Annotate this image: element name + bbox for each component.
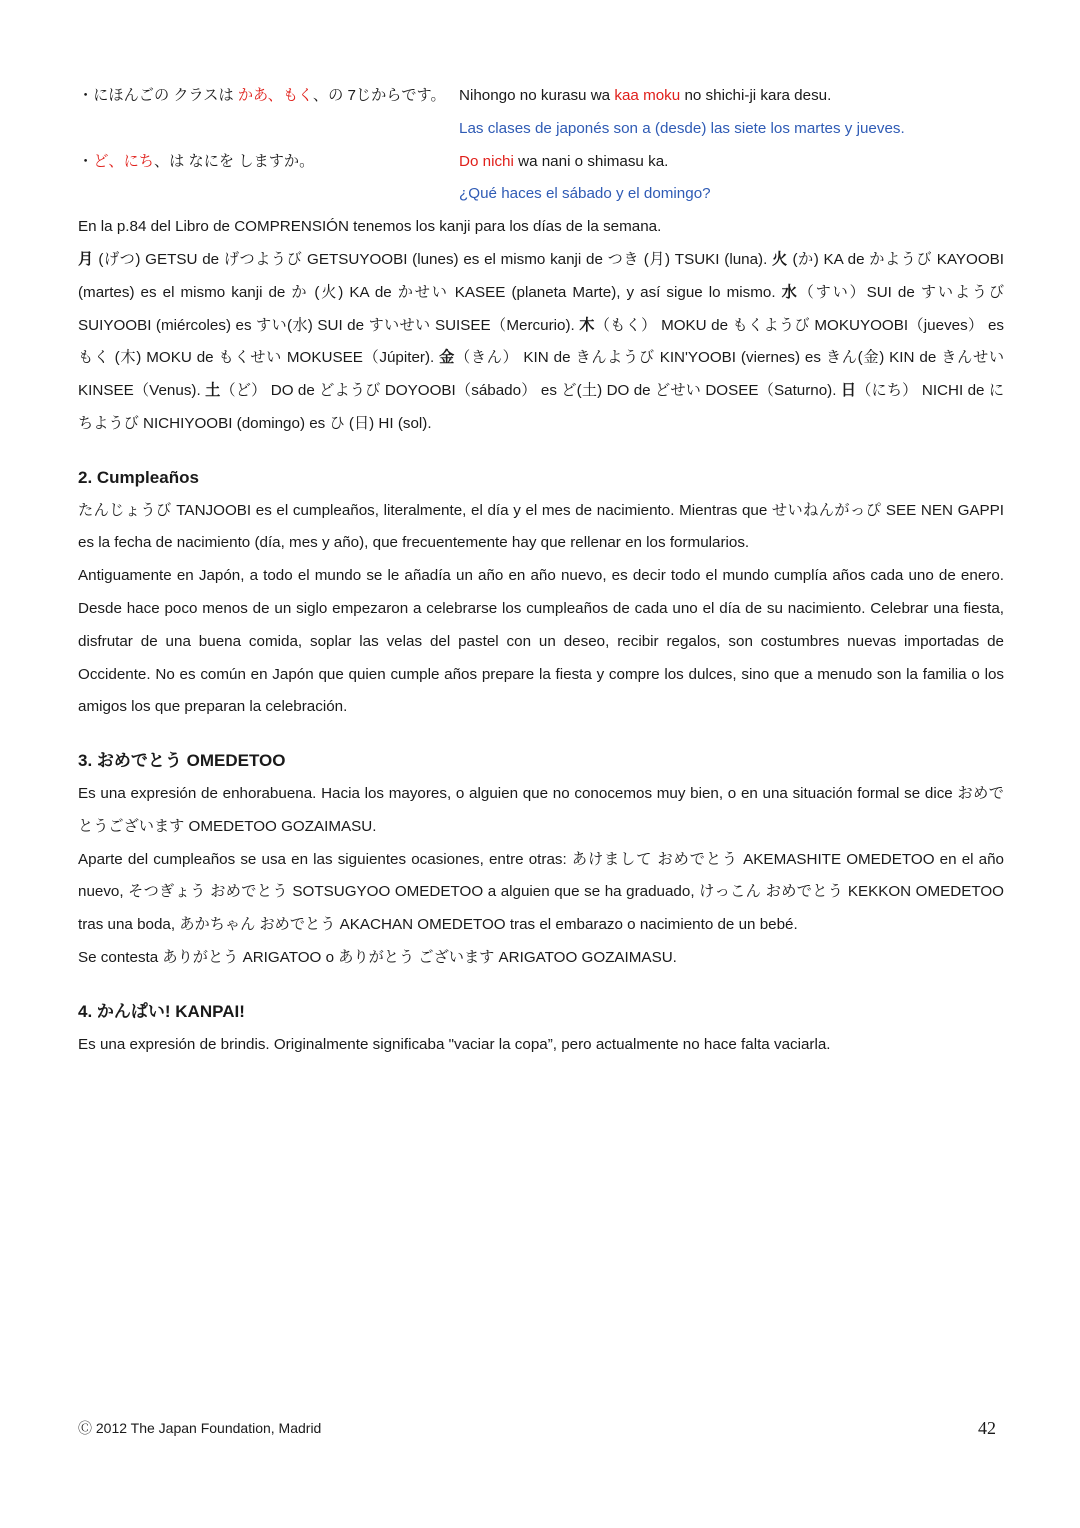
jp-text: 、の 7じからです。 [312, 87, 446, 104]
romaji-highlight: kaa moku [614, 87, 681, 104]
jp-highlight: ど、にち [93, 152, 154, 170]
jp-text: ・ [78, 152, 94, 170]
section-heading-kanpai: 4. かんぱい! KANPAI! [78, 1001, 245, 1021]
kanji-kin: 金 [439, 349, 456, 367]
kanji-text: （きん） KIN de きんようび KIN'YOOBI (viernes) es きん(金) KIN de きんせい KINSEE（Venus). [78, 349, 1005, 400]
kanji-text: (か) KA de かようび KAYOOBI (martes) es el mismo kanji de か (火) KA de かせい KASEE (planeta Marte), y así sigue lo mismo. [78, 250, 1005, 301]
kanji-text: （もく） MOKU de もくようび MOKUYOOBI（jueves） es もく (木) MOKU de もくせい MOKUSEE（Júpiter). [78, 316, 1004, 367]
kanji-sui: 水 [781, 283, 799, 301]
jp-text: 、は なにを しますか。 [153, 152, 315, 170]
kanji-moku: 木 [579, 316, 595, 334]
section4-paragraph-1: Es una expresión de brindis. Originalmente significaba "vaciar la copa”, pero actualmente no hace falta vaciarla. [78, 1035, 831, 1053]
example-translation-1: Las clases de japonés son a (desde) las siete los martes y jueves. [459, 119, 905, 137]
romaji-text: Nihongo no kurasu wa [459, 87, 615, 104]
example-translation-row-1 [78, 113, 1004, 146]
example-romaji-1 [459, 80, 1004, 113]
kanji-text: （にち） NICHI de にちようび NICHIYOOBI (domingo) es ひ (日) HI (sol). [78, 382, 1005, 432]
section3-paragraph-2: Aparte del cumpleaños se usa en las siguientes ocasiones, entre otras: あけまして おめでとう AKEMASHITE OMEDETOO en el año nuevo, そつぎょう おめでとう SOTSUGYOO OMEDETOO a alguien que se ha graduado, けっこん おめでとう KEKKON OMEDETOO tras una boda, あかちゃん おめでとう AKACHAN OMEDETOO tras el embarazo o nacimiento de un bebé. [78, 850, 1004, 934]
section3-paragraph-1: Es una expresión de enhorabuena. Hacia los mayores, o alguien que no conocemos muy bien, o en una situación formal se dice おめでとうございます OMEDETOO GOZAIMASU. [78, 784, 1004, 835]
section2-paragraph-1: たんじょうび TANJOOBI es el cumpleaños, literalmente, el día y el mes de nacimiento. Mientras que せいねんがっぴ SEE NEN GAPPI es la fecha de nacimiento (día, mes y año), que frecuentemente hay que rellenar en los formularios. [78, 501, 1004, 552]
romaji-text: wa nani o shimasu ka. [513, 152, 669, 170]
romaji-text: no shichi-ji kara desu. [680, 87, 832, 104]
page-number: 42 [978, 1418, 996, 1438]
page-content [78, 80, 1004, 1061]
kanji-getsu: 月 [78, 250, 94, 268]
example-jp-1 [78, 80, 459, 113]
romaji-highlight: Do nichi [459, 152, 514, 170]
kanji-nichi: 日 [840, 382, 857, 400]
intro-paragraph: En la p.84 del Libro de COMPRENSIÓN tenemos los kanji para los días de la semana. [78, 218, 662, 236]
jp-highlight: かあ、もく [237, 87, 313, 104]
example-translation-row-2 [78, 178, 1004, 211]
section-heading-cumpleanos: 2. Cumpleaños [78, 467, 199, 487]
example-jp-2 [78, 146, 459, 179]
kanji-paragraph [78, 244, 1004, 441]
example-row-1 [78, 80, 1004, 113]
section3-paragraph-3: Se contesta ありがとう ARIGATOO o ありがとう ございます ARIGATOO GOZAIMASU. [78, 948, 677, 966]
example-translation-2: ¿Qué haces el sábado y el domingo? [459, 185, 711, 203]
section-heading-omedetoo: 3. おめでとう OMEDETOO [78, 751, 286, 771]
kanji-ka: 火 [772, 250, 788, 268]
section2-paragraph-2: Antiguamente en Japón, a todo el mundo se le añadía un año en año nuevo, es decir todo el mundo cumplía años cada uno de enero. Desde hace poco menos de un siglo empezaron a celebrarse los cumpleaños de cada uno el día de su nacimiento. Celebrar una fiesta, disfrutar de una buena comida, soplar las velas del pastel con un deseo, recibir regalos, son costumbres nuevas importadas de Occidente. No es común en Japón que quien cumple años prepare la fiesta y compre los dulces, sino que a menudo son la familia o los amigos los que preparan la celebración. [78, 567, 1004, 716]
kanji-text: （すい）SUI de すいようび SUIYOOBI (miércoles) es すい(水) SUI de すいせい SUISEE（Mercurio). [78, 283, 1005, 334]
kanji-text: (げつ) GETSU de げつようび GETSUYOOBI (lunes) es el mismo kanji de つき (月) TSUKI (luna). [93, 250, 773, 268]
kanji-text: （ど） DO de どようび DOYOOBI（sábado） es ど(土) DO de どせい DOSEE（Saturno). [220, 382, 841, 400]
footer-copyright: Ⓒ 2012 The Japan Foundation, Madrid [78, 1420, 322, 1436]
jp-text: ・にほんごの クラスは [78, 87, 238, 104]
kanji-do: 土 [205, 382, 221, 400]
example-romaji-2 [459, 146, 1004, 179]
example-row-2 [78, 146, 1004, 179]
